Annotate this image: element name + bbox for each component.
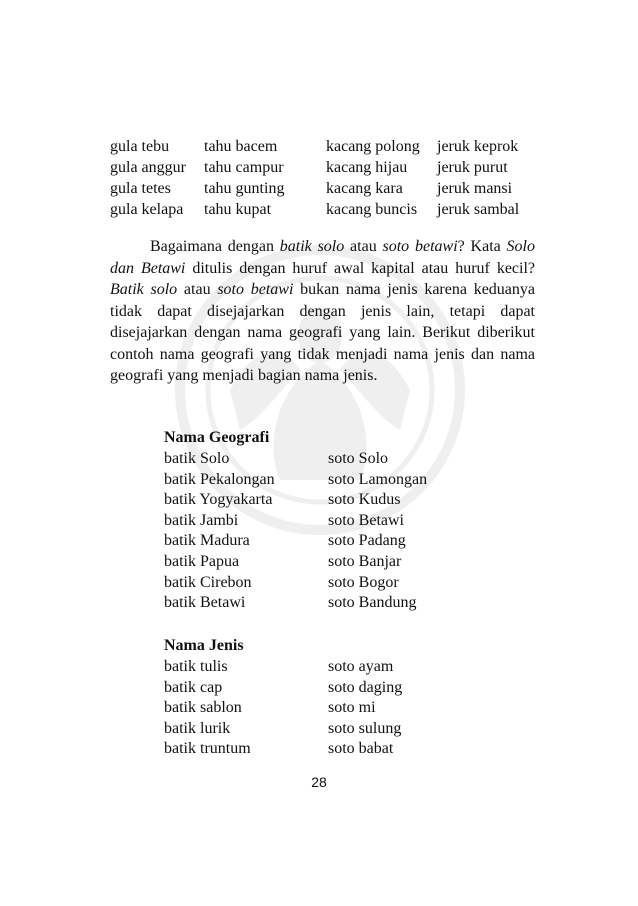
table-cell: jeruk purut — [437, 159, 508, 176]
soto-example: soto mi — [328, 699, 376, 717]
paragraph-italic-term: Solo dan Betawi — [110, 238, 535, 277]
list-item — [164, 511, 404, 532]
batik-example: batik sablon — [164, 699, 242, 717]
soto-example: soto Betawi — [328, 511, 404, 529]
soto-example: soto Bogor — [328, 573, 399, 591]
list-item — [164, 449, 389, 470]
table-cell: gula kelapa — [110, 201, 184, 218]
batik-example: batik truntum — [164, 740, 251, 758]
list-item — [164, 573, 399, 594]
paragraph-text: bukan nama jenis karena keduanya tidak dapat disejajarkan dengan jenis lain, tetapi dapat disejajarkan dengan nama geografi yang lain. Berikut diberikut contoh nama geografi yang tidak menjadi nama jenis dan nama geografi yang menjadi bagian nama jenis. — [110, 281, 536, 384]
batik-example: batik Jambi — [164, 511, 239, 529]
paragraph-text: atau — [344, 238, 383, 255]
soto-example: soto Bandung — [328, 594, 417, 612]
soto-example: soto Lamongan — [328, 470, 428, 488]
list-item — [164, 719, 402, 740]
list-item — [164, 678, 403, 699]
nama-jenis-list — [164, 636, 403, 760]
list-item — [164, 739, 394, 760]
soto-example: soto Kudus — [328, 491, 401, 509]
table-cell: gula tebu — [110, 138, 170, 155]
batik-example: batik lurik — [164, 719, 231, 737]
paragraph-italic-term: soto betawi — [217, 281, 294, 298]
list-item — [164, 698, 376, 719]
list-item — [164, 593, 417, 614]
batik-example: batik Madura — [164, 532, 250, 550]
soto-example: soto sulung — [328, 719, 402, 737]
soto-example: soto Solo — [328, 450, 389, 467]
batik-example: batik Solo — [164, 450, 230, 467]
batik-example: batik Betawi — [164, 594, 246, 612]
paragraph-italic-term: Batik solo — [110, 281, 178, 298]
batik-example: batik Yogyakarta — [164, 491, 273, 509]
table-cell: kacang kara — [326, 180, 403, 197]
table-cell: jeruk keprok — [437, 138, 519, 155]
list-heading: Nama Geografi — [164, 429, 270, 446]
soto-example: soto daging — [328, 678, 403, 696]
table-cell: gula tetes — [110, 180, 171, 197]
batik-example: batik Papua — [164, 552, 240, 570]
table-cell: kacang hijau — [326, 159, 408, 176]
table-cell: jeruk mansi — [437, 180, 513, 197]
nama-geografi-list — [164, 428, 428, 614]
table-cell: kacang buncis — [326, 201, 418, 218]
table-cell: tahu campur — [204, 159, 284, 176]
table-cell: jeruk sambal — [437, 201, 520, 218]
list-item — [164, 531, 406, 552]
page-number: 28 — [311, 774, 327, 790]
list-item — [164, 470, 428, 491]
body-paragraph — [110, 236, 535, 387]
soto-example: soto Banjar — [328, 552, 402, 570]
paragraph-italic-term: batik solo — [279, 238, 345, 255]
paragraph-text: Bagaimana dengan — [150, 238, 280, 255]
list-item — [164, 552, 402, 573]
table-cell: gula anggur — [110, 159, 186, 176]
batik-example: batik Pekalongan — [164, 470, 275, 488]
table-cell: tahu kupat — [204, 201, 272, 218]
table-cell: tahu bacem — [204, 138, 278, 155]
soto-example: soto babat — [328, 740, 394, 758]
paragraph-italic-term: soto betawi — [382, 238, 458, 255]
batik-example: batik cap — [164, 678, 223, 696]
table-cell: tahu gunting — [204, 180, 285, 197]
list-heading: Nama Jenis — [164, 637, 244, 654]
soto-example: soto ayam — [328, 658, 394, 675]
list-item — [164, 490, 401, 511]
list-item — [164, 657, 394, 678]
table-cell: kacang polong — [326, 138, 420, 155]
batik-example: batik Cirebon — [164, 573, 252, 591]
paragraph-text: ditulis dengan huruf awal kapital atau huruf kecil? — [185, 259, 536, 277]
soto-example: soto Padang — [328, 532, 406, 550]
batik-example: batik tulis — [164, 658, 228, 675]
paragraph-text: atau — [177, 281, 218, 298]
paragraph-text: ? Kata — [457, 238, 507, 255]
